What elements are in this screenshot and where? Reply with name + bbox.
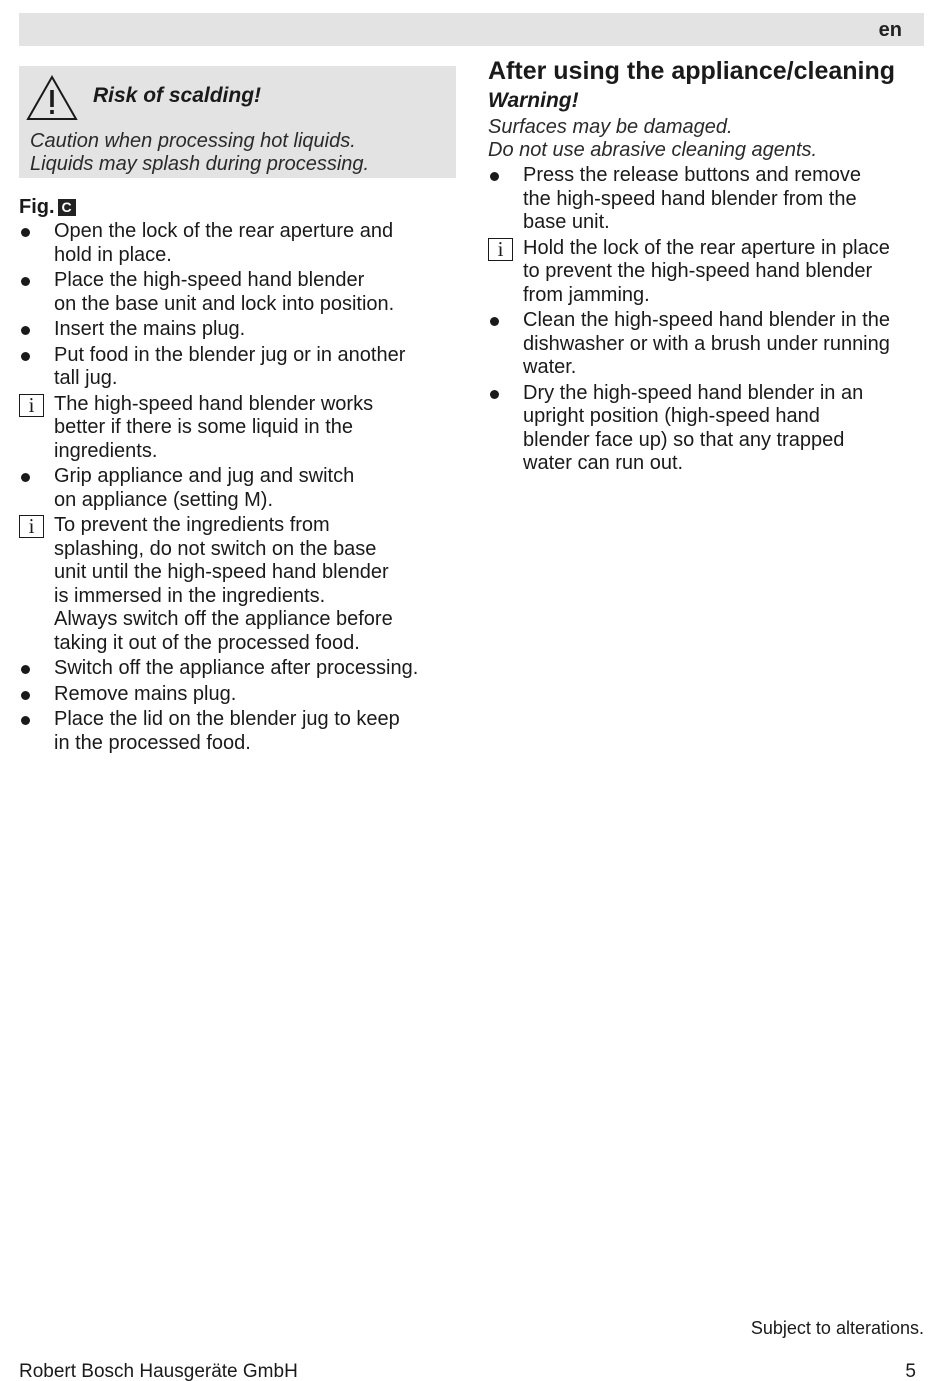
item-text-line: Press the release buttons and remove: [523, 164, 861, 186]
warning-box: [19, 66, 456, 178]
item-text-line: Place the lid on the blender jug to keep: [54, 708, 400, 730]
item-text-line: better if there is some liquid in the: [54, 416, 354, 438]
item-text-line: hold in place.: [54, 243, 172, 266]
item-text-line: dishwasher or with a brush under running: [523, 332, 890, 355]
bullet-icon: [21, 665, 30, 674]
item-text-line: water can run out.: [523, 452, 684, 474]
warning-title: Risk of scalding!: [93, 84, 262, 107]
bullet-icon: [21, 691, 30, 700]
list-item: [19, 220, 418, 267]
bullet-icon: [21, 277, 30, 286]
item-text-line: water.: [523, 356, 577, 378]
item-text-line: Remove mains plug.: [54, 682, 237, 705]
item-text-line: taking it out of the processed food.: [54, 631, 360, 654]
list-item: [19, 269, 418, 316]
list-item: [488, 164, 890, 235]
info-note: [19, 514, 418, 655]
figure-label: Fig. C: [19, 196, 76, 219]
bullet-icon: [21, 228, 30, 237]
info-icon: i: [19, 394, 44, 417]
bullet-icon: [21, 716, 30, 725]
warning-label: Warning!: [488, 89, 579, 112]
item-text-line: Clean the high-speed hand blender in the: [523, 309, 890, 331]
bullet-icon: [21, 352, 30, 361]
item-text-line: The high-speed hand blender works: [54, 392, 374, 415]
list-item: [19, 708, 418, 755]
list-item: [19, 465, 418, 512]
item-text-line: upright position (high-speed hand: [523, 405, 820, 427]
list-item: [19, 344, 418, 391]
bullet-icon: [490, 172, 499, 181]
language-header-bar: [19, 13, 924, 46]
item-text-line: Insert the mains plug.: [54, 318, 246, 340]
item-text-line: Put food in the blender jug or in another: [54, 343, 406, 366]
list-item: [19, 318, 418, 342]
item-text-line: blender face up) so that any trapped: [523, 428, 845, 451]
company-name: Robert Bosch Hausgeräte GmbH: [19, 1361, 298, 1381]
alterations-note: Subject to alterations.: [750, 1318, 924, 1338]
item-text-line: on appliance (setting M).: [54, 488, 274, 511]
info-note: [19, 393, 418, 464]
language-code: en: [878, 19, 902, 41]
list-item: [488, 309, 890, 380]
item-text-line: To prevent the ingredients from: [54, 514, 330, 536]
info-icon: i: [488, 238, 513, 261]
section-title: After using the appliance/cleaning: [488, 57, 896, 85]
list-item: [19, 683, 418, 707]
warning-text: Surfaces may be damaged. Do not use abrasive cleaning agents.: [488, 116, 818, 161]
bullet-icon: [490, 390, 499, 399]
item-text-line: to prevent the high-speed hand blender: [523, 260, 873, 282]
item-text-line: is immersed in the ingredients.: [54, 584, 326, 607]
cleaning-instruction-list: [488, 164, 890, 478]
warning-text: Caution when processing hot liquids. Liquids may splash during processing.: [30, 130, 370, 175]
list-item: [19, 657, 418, 681]
bullet-icon: [21, 326, 30, 335]
page-number: 5: [905, 1361, 916, 1381]
item-text-line: Grip appliance and jug and switch: [54, 465, 355, 487]
bullet-icon: [490, 317, 499, 326]
item-text-line: Always switch off the appliance before: [54, 608, 393, 630]
item-text-line: base unit.: [523, 211, 610, 233]
item-text-line: Hold the lock of the rear aperture in place: [523, 236, 890, 259]
item-text-line: Open the lock of the rear aperture and: [54, 220, 394, 242]
item-text-line: in the processed food.: [54, 731, 251, 754]
info-note: [488, 237, 890, 308]
item-text-line: tall jug.: [54, 367, 118, 389]
info-icon: i: [19, 515, 44, 538]
item-text-line: ingredients.: [54, 439, 158, 462]
bullet-icon: [21, 473, 30, 482]
instruction-list: [19, 220, 418, 757]
item-text-line: unit until the high-speed hand blender: [54, 561, 389, 583]
list-item: [488, 382, 890, 476]
item-text-line: on the base unit and lock into position.: [54, 292, 395, 315]
warning-triangle-icon: [25, 74, 79, 122]
item-text-line: the high-speed hand blender from the: [523, 187, 857, 210]
item-text-line: from jamming.: [523, 283, 650, 306]
item-text-line: splashing, do not switch on the base: [54, 537, 377, 560]
figure-letter-badge: C: [58, 199, 76, 216]
item-text-line: Dry the high-speed hand blender in an: [523, 381, 864, 404]
item-text-line: Place the high-speed hand blender: [54, 269, 365, 291]
item-text-line: Switch off the appliance after processing.: [54, 657, 419, 679]
